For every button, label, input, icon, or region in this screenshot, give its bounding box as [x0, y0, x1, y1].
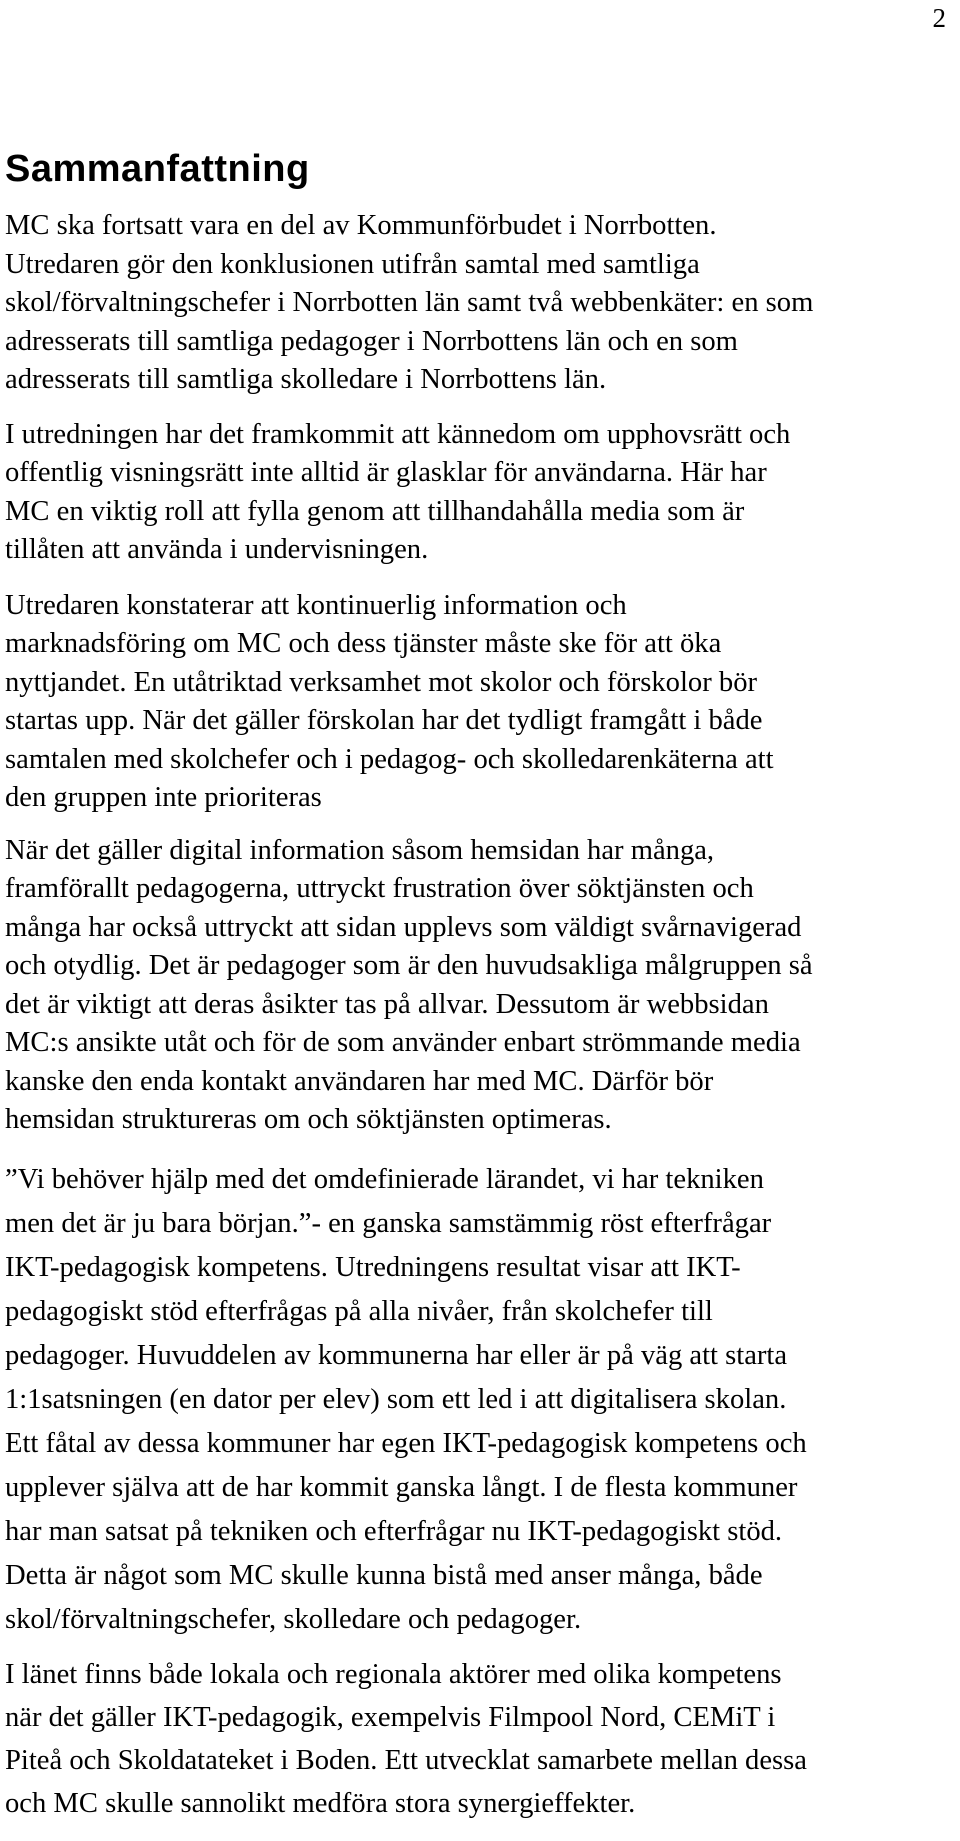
text-line: Piteå och Skoldatateket i Boden. Ett utvecklat samarbete mellan dessa — [5, 1744, 807, 1776]
text-line: pedagogiskt stöd efterfrågas på alla nivåer, från skolchefer till — [5, 1295, 713, 1327]
text-line: Utredaren konstaterar att kontinuerlig information och — [5, 589, 627, 621]
text-line: när det gäller IKT-pedagogik, exempelvis Filmpool Nord, CEMiT i — [5, 1701, 776, 1733]
text-line: adresserats till samtliga pedagoger i Norrbottens län och en som — [5, 325, 738, 357]
text-line: men det är ju bara början.”- en ganska samstämmig röst efterfrågar — [5, 1207, 772, 1239]
text-line: adresserats till samtliga skolledare i Norrbottens län. — [5, 364, 607, 395]
text-line: det är viktigt att deras åsikter tas på allvar. Dessutom är webbsidan — [5, 988, 769, 1020]
text-line: MC en viktig roll att fylla genom att tillhandahålla media som är — [5, 495, 745, 527]
text-line: skol/förvaltningschefer i Norrbotten län samt två webbenkäter: en som — [5, 287, 814, 318]
text-line: har man satsat på tekniken och efterfrågar nu IKT-pedagogiskt stöd. — [5, 1515, 783, 1547]
text-line: och otydlig. Det är pedagoger som är den huvudsakliga målgruppen så — [5, 950, 813, 981]
paragraph-regional-actors — [5, 1653, 955, 1825]
paragraph-marketing — [5, 587, 955, 818]
text-line: Utredaren gör den konklusionen utifrån samtal med samtliga — [5, 248, 700, 280]
text-line: samtalen med skolchefer och i pedagog- och skolledarenkäterna att — [5, 743, 774, 775]
paragraph-website — [5, 832, 955, 1140]
page-number: 2 — [932, 3, 946, 33]
summary-body — [5, 207, 955, 1841]
text-line: och MC skulle sannolikt medföra stora synergieffekter. — [5, 1787, 636, 1819]
text-line: pedagoger. Huvuddelen av kommunerna har eller är på väg att starta — [5, 1339, 788, 1371]
section-heading: Sammanfattning — [5, 148, 310, 190]
text-line: den gruppen inte prioriteras — [5, 782, 322, 813]
text-line: skol/förvaltningschefer, skolledare och pedagoger. — [5, 1603, 582, 1635]
text-line: Ett fåtal av dessa kommuner har egen IKT-pedagogisk kompetens och — [5, 1427, 807, 1459]
text-line: startas upp. När det gäller förskolan har det tydligt framgått i både — [5, 705, 763, 736]
text-line: Detta är något som MC skulle kunna bistå med anser många, både — [5, 1559, 763, 1591]
text-line: I utredningen har det framkommit att kännedom om upphovsrätt och — [5, 418, 791, 450]
paragraph-ict-pedagogy — [5, 1158, 955, 1642]
text-line: marknadsföring om MC och dess tjänster måste ske för att öka — [5, 628, 722, 659]
paragraph-conclusion — [5, 207, 955, 400]
paragraph-copyright — [5, 416, 955, 570]
text-line: MC:s ansikte utåt och för de som använder enbart strömmande media — [5, 1027, 801, 1058]
text-line: ”Vi behöver hjälp med det omdefinierade lärandet, vi har tekniken — [5, 1163, 764, 1195]
text-line: tillåten att använda i undervisningen. — [5, 534, 429, 565]
text-line: 1:1satsningen (en dator per elev) som ett led i att digitalisera skolan. — [5, 1383, 787, 1415]
text-line: hemsidan struktureras om och söktjänsten optimeras. — [5, 1104, 612, 1135]
text-line: upplever själva att de har kommit ganska långt. I de flesta kommuner — [5, 1471, 798, 1503]
text-line: I länet finns både lokala och regionala aktörer med olika kompetens — [5, 1658, 782, 1690]
text-line: nyttjandet. En utåtriktad verksamhet mot skolor och förskolor bör — [5, 666, 758, 698]
text-line: MC ska fortsatt vara en del av Kommunförbudet i Norrbotten. — [5, 210, 717, 241]
text-line: kanske den enda kontakt användaren har med MC. Därför bör — [5, 1065, 714, 1097]
text-line: När det gäller digital information såsom hemsidan har många, — [5, 834, 715, 866]
text-line: många har också uttryckt att sidan upplevs som väldigt svårnavigerad — [5, 911, 802, 943]
text-line: offentlig visningsrätt inte alltid är glasklar för användarna. Här har — [5, 457, 767, 488]
text-line: IKT-pedagogisk kompetens. Utredningens resultat visar att IKT- — [5, 1251, 741, 1283]
text-line: framförallt pedagogerna, uttryckt frustration över söktjänsten och — [5, 873, 754, 904]
